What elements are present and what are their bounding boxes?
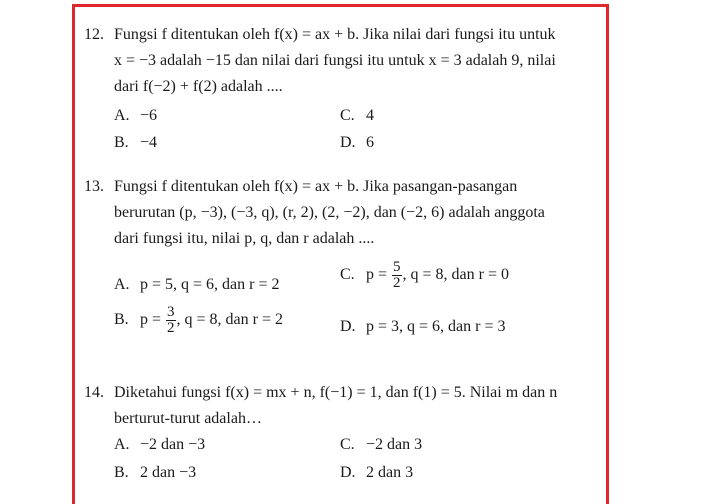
option-d-value: 2 dan 3 [366, 464, 414, 481]
option-d[interactable]: D. p = 3, q = 6, dan r = 3 [340, 318, 506, 335]
option-b[interactable]: B. −4 [114, 134, 158, 151]
question-text-line: berurutan (p, −3), (−3, q), (r, 2), (2, −2), dan (−2, 6) adalah anggota [114, 204, 545, 221]
option-b[interactable]: B. p = $\frac{3}{2}$ , q = 8, dan r = 2 [114, 304, 284, 336]
option-c-value: 4 [366, 107, 374, 124]
question-text-line: berturut-turut adalah… [114, 410, 262, 427]
fraction: $\frac{3}{2}$ [167, 304, 175, 336]
question-text-line: dari fungsi itu, nilai p, q, dan r adalah .... [114, 230, 375, 247]
option-c[interactable]: C. p = $\frac{5}{2}$ , q = 8, dan r = 0 [340, 259, 510, 291]
option-d-value: 6 [366, 134, 374, 151]
option-d-value: p = 3, q = 6, dan r = 3 [366, 318, 506, 335]
option-c[interactable]: C. −2 dan 3 [340, 436, 423, 453]
question-text-line: x = −3 adalah −15 dan nilai dari fungsi itu untuk x = 3 adalah 9, nilai [114, 52, 556, 69]
option-b[interactable]: B. 2 dan −3 [114, 464, 197, 481]
option-a[interactable]: A. −2 dan −3 [114, 436, 206, 453]
option-c-value: −2 dan 3 [366, 436, 423, 453]
option-c[interactable]: C. 4 [340, 107, 374, 124]
option-d[interactable]: D. 6 [340, 134, 374, 151]
question-number: 13. [84, 178, 104, 195]
question-text-line: Fungsi f ditentukan oleh f(x) = ax + b. Jika nilai dari fungsi itu untuk [114, 26, 556, 43]
option-d[interactable]: D. 2 dan 3 [340, 464, 414, 481]
question-number: 12. [84, 26, 104, 43]
option-b-value: −4 [140, 134, 158, 151]
option-a-value: −2 dan −3 [140, 436, 206, 453]
question-number: 14. [84, 384, 104, 401]
fraction: $\frac{5}{2}$ [393, 259, 401, 291]
option-a-value: −6 [140, 107, 158, 124]
option-a-value: p = 5, q = 6, dan r = 2 [140, 276, 280, 293]
question-text-line: dari f(−2) + f(2) adalah .... [114, 78, 283, 95]
option-a[interactable]: A. −6 [114, 107, 158, 124]
option-b-value: 2 dan −3 [140, 464, 197, 481]
question-text-line: Fungsi f ditentukan oleh f(x) = ax + b. Jika pasangan-pasangan [114, 178, 518, 195]
question-text-line: Diketahui fungsi f(x) = mx + n, f(−1) = 1, dan f(1) = 5. Nilai m dan n [114, 384, 558, 401]
option-a[interactable]: A. p = 5, q = 6, dan r = 2 [114, 276, 280, 293]
